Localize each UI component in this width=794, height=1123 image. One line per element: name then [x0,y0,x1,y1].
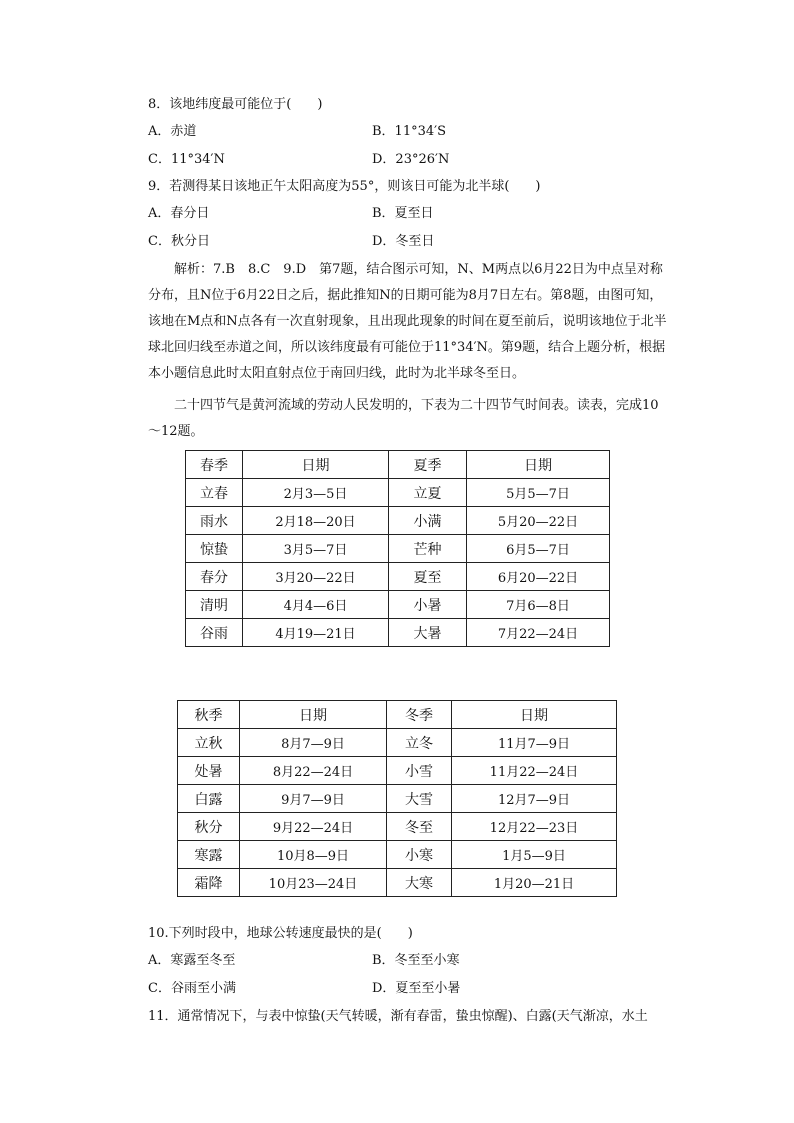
solar-terms-table-autumn-winter [177,700,617,897]
term-name: 大寒 [387,869,452,897]
term-name: 谷雨 [186,619,243,647]
header-season: 春季 [186,451,243,479]
q9-option-a: A．春分日 [148,206,210,221]
header-date: 日期 [240,701,387,729]
term-date: 9月7—9日 [240,785,387,813]
q10-option-d: D．夏至至小暑 [372,981,461,996]
term-date: 5月5—7日 [467,479,610,507]
header-season: 夏季 [389,451,467,479]
term-name: 雨水 [186,507,243,535]
intro-paragraph: 二十四节气是黄河流域的劳动人民发明的，下表为二十四节气时间表。读表，完成10～12题。 [148,398,659,439]
term-date: 7月6—8日 [467,591,610,619]
term-name: 小暑 [389,591,467,619]
q10-option-a: A．寒露至冬至 [148,953,236,968]
term-name: 立春 [186,479,243,507]
term-date: 4月19—21日 [243,619,389,647]
term-name: 大雪 [387,785,452,813]
table-row [178,841,617,869]
term-name: 寒露 [178,841,240,869]
table-row [178,813,617,841]
term-name: 冬至 [387,813,452,841]
q10-stem: 10.下列时段中，地球公转速度最快的是( ) [148,926,413,941]
table-row [178,729,617,757]
term-date: 7月22—24日 [467,619,610,647]
term-name: 处暑 [178,757,240,785]
term-name: 白露 [178,785,240,813]
table-row [186,479,610,507]
q10-option-b: B．冬至至小寒 [372,953,460,968]
term-date: 1月20—21日 [452,869,617,897]
header-season: 冬季 [387,701,452,729]
term-date: 9月22—24日 [240,813,387,841]
term-date: 1月5—9日 [452,841,617,869]
header-date: 日期 [467,451,610,479]
term-name: 霜降 [178,869,240,897]
table-row [186,535,610,563]
solar-terms-table-spring-summer [185,450,610,647]
term-date: 10月23—24日 [240,869,387,897]
term-name: 立冬 [387,729,452,757]
term-name: 立秋 [178,729,240,757]
term-name: 清明 [186,591,243,619]
header-date: 日期 [243,451,389,479]
q8-option-d: D．23°26′N [372,152,450,167]
table-header-row [178,701,617,729]
term-name: 小寒 [387,841,452,869]
q9-option-b: B．夏至日 [372,206,434,221]
q9-stem: 9．若测得某日该地正午太阳高度为55°，则该日可能为北半球( ) [148,179,541,194]
q10-option-c: C．谷雨至小满 [148,981,236,996]
analysis-paragraph: 解析：7.B 8.C 9.D 第7题，结合图示可知，N、M两点以6月22日为中点呈对称分布，且N位于6月22日之后，据此推知N的日期可能为8月7日左右。第8题，由图可知，该地在M点和N点各有一次直射现象，且出现此现象的时间在夏至前后，说明该地位于北半球北回归线至赤道之间，所以该纬度最有可能位于11°34′N。第9题，结合上题分析，根据本小题信息此时太阳直射点位于南回归线，此时为北半球冬至日。 [148,262,667,381]
term-date: 11月22—24日 [452,757,617,785]
q8-option-c: C．11°34′N [148,152,225,167]
term-date: 10月8—9日 [240,841,387,869]
term-name: 春分 [186,563,243,591]
table-row [186,591,610,619]
term-name: 小雪 [387,757,452,785]
term-name: 秋分 [178,813,240,841]
header-date: 日期 [452,701,617,729]
term-name: 大暑 [389,619,467,647]
table-header-row [186,451,610,479]
header-season: 秋季 [178,701,240,729]
term-date: 6月20—22日 [467,563,610,591]
term-date: 3月20—22日 [243,563,389,591]
table-row [186,507,610,535]
q8-stem: 8．该地纬度最可能位于( ) [148,97,323,112]
q9-option-c: C．秋分日 [148,234,210,249]
q11-stem: 11．通常情况下，与表中惊蛰(天气转暖，渐有春雷，蛰虫惊醒)、白露(天气渐凉，水土 [148,1009,648,1024]
q8-option-a: A．赤道 [148,124,197,139]
term-date: 12月22—23日 [452,813,617,841]
term-date: 5月20—22日 [467,507,610,535]
term-date: 4月4—6日 [243,591,389,619]
term-name: 芒种 [389,535,467,563]
term-date: 11月7—9日 [452,729,617,757]
term-name: 惊蛰 [186,535,243,563]
table-row [186,563,610,591]
table-row [186,619,610,647]
term-date: 8月7—9日 [240,729,387,757]
term-name: 立夏 [389,479,467,507]
q9-option-d: D．冬至日 [372,234,435,249]
term-date: 2月18—20日 [243,507,389,535]
term-date: 12月7—9日 [452,785,617,813]
q8-option-b: B．11°34′S [372,124,446,139]
table-row [178,869,617,897]
term-date: 8月22—24日 [240,757,387,785]
term-date: 6月5—7日 [467,535,610,563]
term-date: 2月3—5日 [243,479,389,507]
table-row [178,785,617,813]
table-row [178,757,617,785]
term-name: 夏至 [389,563,467,591]
term-date: 3月5—7日 [243,535,389,563]
term-name: 小满 [389,507,467,535]
